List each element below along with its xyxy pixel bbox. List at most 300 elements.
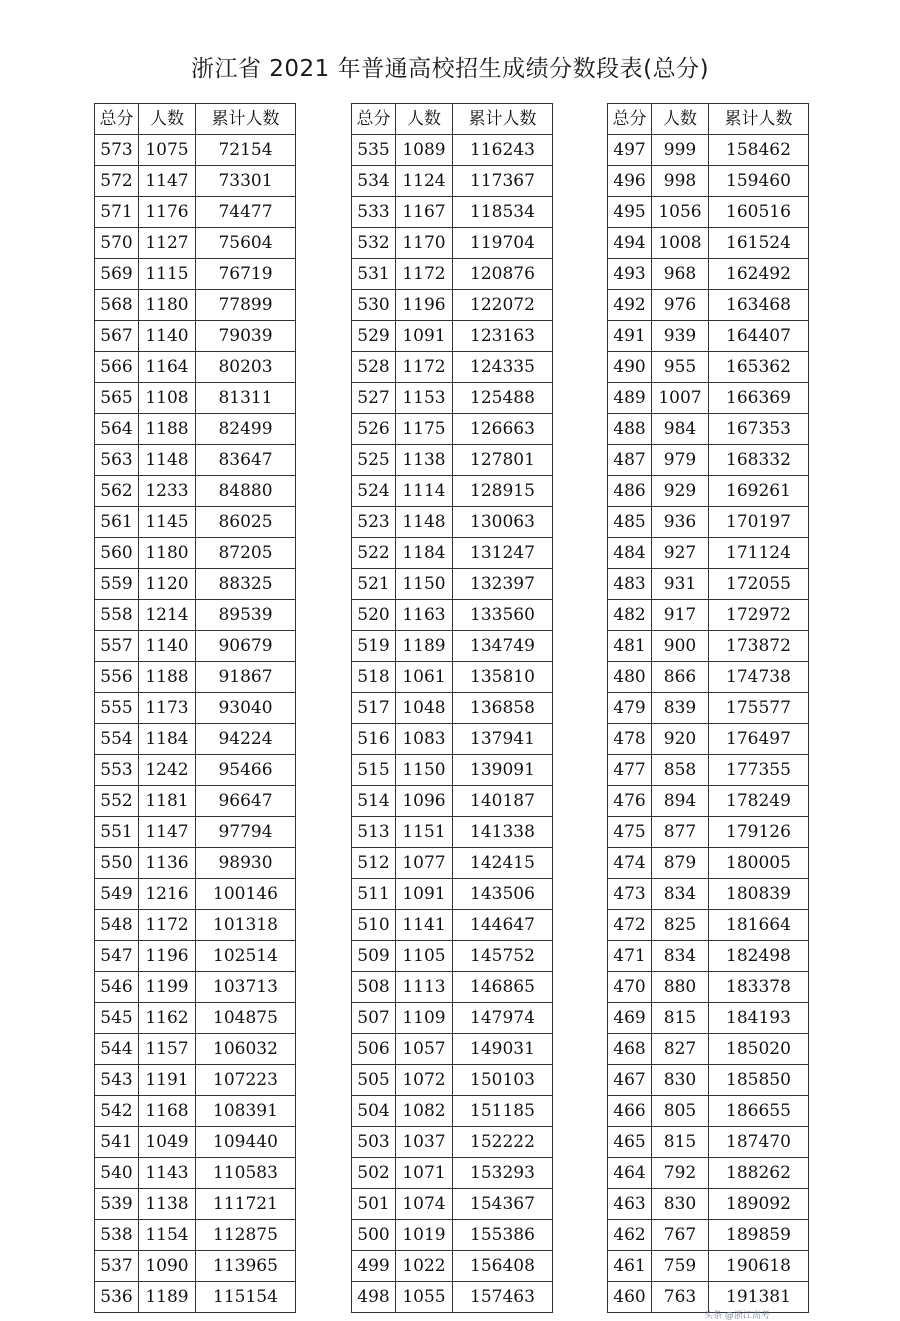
cell-total-score: 476 [608,786,652,817]
cell-total-score: 484 [608,538,652,569]
cell-total-score: 472 [608,910,652,941]
table-row [352,1096,553,1127]
cell-count: 1077 [396,848,453,879]
cell-total-score: 483 [608,569,652,600]
cell-total-score: 525 [352,445,396,476]
table-row [352,383,553,414]
cell-cumulative: 124335 [453,352,553,383]
table-row [352,972,553,1003]
cell-count: 1176 [139,197,196,228]
cell-total-score: 532 [352,228,396,259]
cell-total-score: 540 [95,1158,139,1189]
cell-total-score: 564 [95,414,139,445]
cell-cumulative: 175577 [709,693,809,724]
cell-total-score: 572 [95,166,139,197]
cell-total-score: 546 [95,972,139,1003]
table-row [608,538,809,569]
table-row [95,538,296,569]
cell-cumulative: 131247 [453,538,553,569]
cell-cumulative: 146865 [453,972,553,1003]
cell-total-score: 464 [608,1158,652,1189]
cell-cumulative: 188262 [709,1158,809,1189]
cell-cumulative: 167353 [709,414,809,445]
cell-total-score: 466 [608,1096,652,1127]
cell-cumulative: 100146 [196,879,296,910]
table-row [95,817,296,848]
cell-count: 1127 [139,228,196,259]
cell-total-score: 543 [95,1065,139,1096]
cell-count: 1172 [396,259,453,290]
table-row [95,662,296,693]
cell-count: 1138 [396,445,453,476]
cell-cumulative: 149031 [453,1034,553,1065]
cell-total-score: 556 [95,662,139,693]
cell-count: 1057 [396,1034,453,1065]
cell-cumulative: 72154 [196,135,296,166]
table-row [95,755,296,786]
cell-count: 917 [652,600,709,631]
cell-total-score: 559 [95,569,139,600]
cell-total-score: 462 [608,1220,652,1251]
cell-cumulative: 187470 [709,1127,809,1158]
cell-count: 839 [652,693,709,724]
cell-cumulative: 165362 [709,352,809,383]
table-row [608,259,809,290]
table-row [352,476,553,507]
cell-cumulative: 126663 [453,414,553,445]
cell-cumulative: 189859 [709,1220,809,1251]
cell-cumulative: 171124 [709,538,809,569]
cell-count: 1091 [396,879,453,910]
cell-cumulative: 119704 [453,228,553,259]
cell-total-score: 488 [608,414,652,445]
cell-count: 1216 [139,879,196,910]
table-row [608,1127,809,1158]
cell-count: 1113 [396,972,453,1003]
cell-total-score: 505 [352,1065,396,1096]
cell-count: 1188 [139,662,196,693]
cell-total-score: 545 [95,1003,139,1034]
cell-cumulative: 84880 [196,476,296,507]
header-count: 人数 [396,104,453,135]
table-row [95,972,296,1003]
cell-count: 1145 [139,507,196,538]
cell-cumulative: 168332 [709,445,809,476]
cell-cumulative: 75604 [196,228,296,259]
cell-total-score: 501 [352,1189,396,1220]
table-row [352,166,553,197]
table-row [608,910,809,941]
cell-cumulative: 96647 [196,786,296,817]
cell-cumulative: 91867 [196,662,296,693]
cell-cumulative: 134749 [453,631,553,662]
score-table-2 [351,103,553,1313]
cell-cumulative: 160516 [709,197,809,228]
header-total-score: 总分 [608,104,652,135]
cell-cumulative: 87205 [196,538,296,569]
table-row [608,817,809,848]
table-row [608,1251,809,1282]
cell-cumulative: 164407 [709,321,809,352]
cell-cumulative: 136858 [453,693,553,724]
table-row [352,1251,553,1282]
cell-cumulative: 111721 [196,1189,296,1220]
cell-cumulative: 155386 [453,1220,553,1251]
cell-cumulative: 141338 [453,817,553,848]
cell-count: 1233 [139,476,196,507]
cell-count: 1089 [396,135,453,166]
cell-count: 1172 [396,352,453,383]
table-row [608,445,809,476]
table-row [608,166,809,197]
cell-count: 815 [652,1127,709,1158]
cell-count: 1196 [396,290,453,321]
table-row [95,600,296,631]
cell-cumulative: 180839 [709,879,809,910]
cell-count: 1091 [396,321,453,352]
cell-count: 1184 [396,538,453,569]
cell-total-score: 491 [608,321,652,352]
cell-total-score: 573 [95,135,139,166]
cell-count: 1167 [396,197,453,228]
cell-count: 1082 [396,1096,453,1127]
cell-total-score: 513 [352,817,396,848]
table-row [95,383,296,414]
cell-cumulative: 80203 [196,352,296,383]
cell-total-score: 497 [608,135,652,166]
table-row [352,228,553,259]
cell-cumulative: 186655 [709,1096,809,1127]
cell-cumulative: 130063 [453,507,553,538]
cell-count: 1170 [396,228,453,259]
table-row [608,693,809,724]
cell-cumulative: 112875 [196,1220,296,1251]
table-row [352,1127,553,1158]
cell-cumulative: 145752 [453,941,553,972]
cell-cumulative: 98930 [196,848,296,879]
table-row [95,1220,296,1251]
table-row [608,631,809,662]
cell-count: 767 [652,1220,709,1251]
cell-total-score: 548 [95,910,139,941]
cell-count: 879 [652,848,709,879]
header-total-score: 总分 [95,104,139,135]
cell-total-score: 541 [95,1127,139,1158]
cell-total-score: 569 [95,259,139,290]
table-row [95,848,296,879]
cell-count: 1136 [139,848,196,879]
cell-total-score: 503 [352,1127,396,1158]
cell-cumulative: 125488 [453,383,553,414]
cell-count: 1189 [396,631,453,662]
cell-count: 1140 [139,631,196,662]
cell-total-score: 495 [608,197,652,228]
cell-cumulative: 154367 [453,1189,553,1220]
cell-total-score: 479 [608,693,652,724]
cell-total-score: 534 [352,166,396,197]
table-row [95,166,296,197]
cell-total-score: 496 [608,166,652,197]
cell-cumulative: 181664 [709,910,809,941]
cell-count: 931 [652,569,709,600]
table-row [352,352,553,383]
cell-total-score: 511 [352,879,396,910]
table-row [95,197,296,228]
cell-cumulative: 97794 [196,817,296,848]
cell-total-score: 500 [352,1220,396,1251]
table-row [95,321,296,352]
cell-total-score: 467 [608,1065,652,1096]
cell-total-score: 531 [352,259,396,290]
cell-cumulative: 113965 [196,1251,296,1282]
cell-total-score: 535 [352,135,396,166]
table-row [608,724,809,755]
table-row [352,1282,553,1313]
table-row [352,848,553,879]
cell-total-score: 471 [608,941,652,972]
cell-total-score: 565 [95,383,139,414]
cell-total-score: 561 [95,507,139,538]
cell-total-score: 542 [95,1096,139,1127]
table-row [95,507,296,538]
cell-count: 1191 [139,1065,196,1096]
table-row [95,1189,296,1220]
cell-count: 1150 [396,755,453,786]
cell-count: 1148 [396,507,453,538]
cell-cumulative: 123163 [453,321,553,352]
cell-total-score: 519 [352,631,396,662]
cell-count: 866 [652,662,709,693]
cell-total-score: 555 [95,693,139,724]
header-total-score: 总分 [352,104,396,135]
cell-total-score: 549 [95,879,139,910]
cell-count: 1083 [396,724,453,755]
score-table-3 [607,103,809,1313]
cell-total-score: 530 [352,290,396,321]
table-row [352,197,553,228]
cell-cumulative: 116243 [453,135,553,166]
cell-cumulative: 176497 [709,724,809,755]
cell-total-score: 533 [352,197,396,228]
table-row [608,941,809,972]
cell-cumulative: 74477 [196,197,296,228]
table-row [352,600,553,631]
cell-cumulative: 90679 [196,631,296,662]
cell-cumulative: 110583 [196,1158,296,1189]
cell-cumulative: 95466 [196,755,296,786]
table-row [608,507,809,538]
cell-total-score: 536 [95,1282,139,1313]
cell-cumulative: 142415 [453,848,553,879]
cell-count: 830 [652,1065,709,1096]
cell-count: 1141 [396,910,453,941]
cell-cumulative: 174738 [709,662,809,693]
cell-total-score: 478 [608,724,652,755]
cell-cumulative: 73301 [196,166,296,197]
cell-total-score: 475 [608,817,652,848]
cell-cumulative: 133560 [453,600,553,631]
table-row [95,631,296,662]
cell-count: 968 [652,259,709,290]
cell-total-score: 506 [352,1034,396,1065]
cell-total-score: 566 [95,352,139,383]
cell-cumulative: 151185 [453,1096,553,1127]
cell-cumulative: 120876 [453,259,553,290]
table-row [608,135,809,166]
table-row [608,352,809,383]
cell-total-score: 553 [95,755,139,786]
table-row [352,693,553,724]
cell-count: 1242 [139,755,196,786]
cell-cumulative: 135810 [453,662,553,693]
header-count: 人数 [139,104,196,135]
header-cumulative: 累计人数 [709,104,809,135]
cell-cumulative: 144647 [453,910,553,941]
cell-count: 1022 [396,1251,453,1282]
cell-count: 1147 [139,166,196,197]
table-row [352,631,553,662]
cell-total-score: 482 [608,600,652,631]
cell-count: 1151 [396,817,453,848]
table-row [95,259,296,290]
cell-total-score: 473 [608,879,652,910]
cell-count: 1154 [139,1220,196,1251]
table-row [95,1282,296,1313]
cell-cumulative: 118534 [453,197,553,228]
cell-cumulative: 104875 [196,1003,296,1034]
cell-count: 1143 [139,1158,196,1189]
cell-cumulative: 161524 [709,228,809,259]
table-row [95,228,296,259]
cell-count: 792 [652,1158,709,1189]
cell-cumulative: 128915 [453,476,553,507]
cell-cumulative: 147974 [453,1003,553,1034]
cell-count: 976 [652,290,709,321]
cell-count: 1049 [139,1127,196,1158]
cell-cumulative: 166369 [709,383,809,414]
cell-total-score: 460 [608,1282,652,1313]
cell-cumulative: 132397 [453,569,553,600]
table-row [352,135,553,166]
cell-total-score: 512 [352,848,396,879]
cell-count: 825 [652,910,709,941]
cell-count: 1180 [139,290,196,321]
cell-total-score: 498 [352,1282,396,1313]
header-cumulative: 累计人数 [453,104,553,135]
cell-total-score: 539 [95,1189,139,1220]
cell-count: 1061 [396,662,453,693]
table-row [352,445,553,476]
cell-total-score: 554 [95,724,139,755]
cell-count: 805 [652,1096,709,1127]
cell-count: 1074 [396,1189,453,1220]
cell-count: 858 [652,755,709,786]
cell-count: 759 [652,1251,709,1282]
cell-cumulative: 94224 [196,724,296,755]
table-row [352,290,553,321]
table-row [95,910,296,941]
cell-count: 1114 [396,476,453,507]
cell-count: 1055 [396,1282,453,1313]
table-row [608,569,809,600]
cell-count: 955 [652,352,709,383]
cell-total-score: 463 [608,1189,652,1220]
cell-cumulative: 178249 [709,786,809,817]
cell-count: 1007 [652,383,709,414]
cell-count: 1168 [139,1096,196,1127]
cell-total-score: 470 [608,972,652,1003]
table-row [352,1189,553,1220]
cell-count: 1196 [139,941,196,972]
cell-total-score: 461 [608,1251,652,1282]
cell-count: 1157 [139,1034,196,1065]
cell-total-score: 518 [352,662,396,693]
cell-total-score: 481 [608,631,652,662]
table-row [608,1034,809,1065]
cell-count: 1108 [139,383,196,414]
cell-count: 1173 [139,693,196,724]
cell-total-score: 562 [95,476,139,507]
cell-total-score: 494 [608,228,652,259]
cell-total-score: 524 [352,476,396,507]
table-row [352,941,553,972]
cell-cumulative: 183378 [709,972,809,1003]
cell-count: 1184 [139,724,196,755]
cell-cumulative: 139091 [453,755,553,786]
header-count: 人数 [652,104,709,135]
table-row [352,1220,553,1251]
cell-total-score: 469 [608,1003,652,1034]
table-row [352,910,553,941]
table-row [95,1065,296,1096]
table-row [608,662,809,693]
cell-total-score: 528 [352,352,396,383]
table-row [95,1003,296,1034]
table-row [352,538,553,569]
cell-cumulative: 88325 [196,569,296,600]
table-row [608,383,809,414]
cell-cumulative: 101318 [196,910,296,941]
table-row [352,321,553,352]
table-row [95,352,296,383]
cell-cumulative: 159460 [709,166,809,197]
cell-total-score: 477 [608,755,652,786]
cell-count: 1189 [139,1282,196,1313]
cell-count: 763 [652,1282,709,1313]
table-row [352,1065,553,1096]
cell-count: 1048 [396,693,453,724]
table-row [608,1065,809,1096]
table-row [608,1189,809,1220]
cell-total-score: 551 [95,817,139,848]
cell-total-score: 527 [352,383,396,414]
cell-count: 936 [652,507,709,538]
cell-cumulative: 150103 [453,1065,553,1096]
cell-cumulative: 143506 [453,879,553,910]
cell-cumulative: 86025 [196,507,296,538]
table-row [608,1220,809,1251]
cell-total-score: 509 [352,941,396,972]
table-row [95,1158,296,1189]
table-row [352,1003,553,1034]
cell-total-score: 550 [95,848,139,879]
cell-cumulative: 185850 [709,1065,809,1096]
cell-count: 880 [652,972,709,1003]
cell-cumulative: 108391 [196,1096,296,1127]
cell-total-score: 520 [352,600,396,631]
cell-cumulative: 77899 [196,290,296,321]
cell-cumulative: 180005 [709,848,809,879]
